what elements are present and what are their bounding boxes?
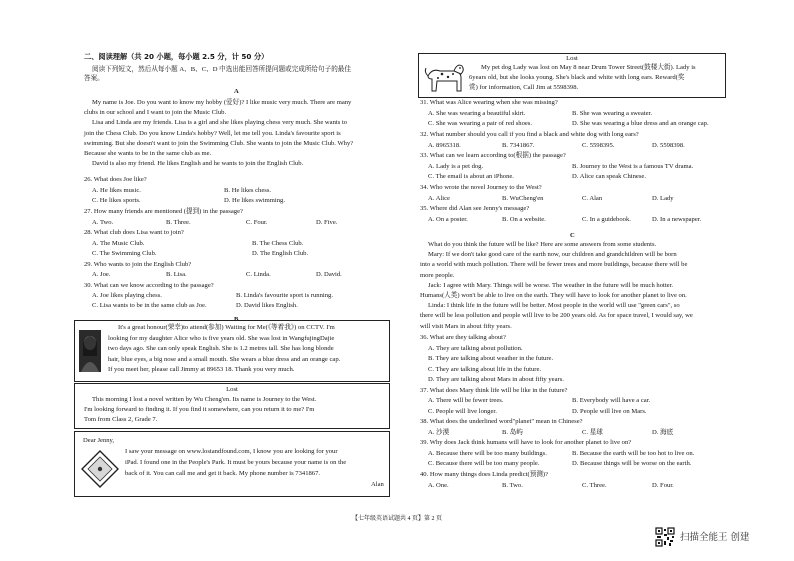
notice-line: If you meet her, please call Jimmy at 89653 18. Thank you very much. [108, 366, 295, 373]
notice-line: My pet dog Lady was lost on May 8 near Drum Tower Street(鼓楼大街). Lady is [481, 64, 696, 71]
option: C. Three. [582, 482, 607, 489]
option: B. He likes chess. [224, 187, 272, 194]
option: A. The Music Club. [92, 240, 145, 247]
option: B. Linda's favourite sport is running. [236, 292, 333, 299]
option: B. 7341867. [502, 142, 535, 149]
question-stem: 26. What does Joe like? [84, 176, 147, 183]
option: A. They are talking about pollution. [428, 345, 523, 352]
option: C. Alan [582, 195, 603, 202]
notice-box-2 [74, 383, 390, 429]
option: D. People will live on Mars. [572, 408, 647, 415]
option: A. Lady is a pet dog. [428, 163, 484, 170]
notice-line: back of it. You can call me and get it back. My phone number is 7341867. [125, 470, 321, 477]
option: A. He likes music. [92, 187, 141, 194]
option: B. Journey to the West is a famous TV drama. [572, 163, 694, 170]
notice-line: 6years old, but she looks young. She's black and white with long ears. Reward(奖 [469, 74, 685, 81]
option: D. He likes swimming. [224, 197, 285, 204]
passage-line: Because she wants to be in the same club as me. [84, 150, 212, 157]
notice-line: 赏) for information, Call Jim at 5598398. [469, 84, 579, 91]
notice-line: It's a great honour(荣幸)to attend(参加) Waiting for Me(《等着我》) on CCTV. I'm [118, 324, 335, 331]
option: B. Because the earth will be too hot to live on. [572, 450, 695, 457]
notice-line: hair, blue eyes, a big nose and a small mouth. She wears a blue dress and an orange cap. [108, 355, 341, 363]
option: C. Because there will be too many people. [428, 460, 540, 467]
passage-line: David is also my friend. He likes English and he wants to join the English Club. [92, 160, 304, 168]
passage-line: will visit Mars in about fifty years. [420, 322, 512, 330]
passage-line: My name is Joe. Do you want to know my hobby (爱好)? I like music very much. There are many [92, 99, 352, 106]
question-stem: 33. What can we learn according to(根据) the passage? [420, 152, 566, 159]
option: B. 岛屿 [502, 429, 523, 436]
question-stem: 37. What does Mary think life will be like in the future? [420, 387, 568, 394]
girl-photo-icon [79, 330, 101, 372]
option: C. The email is about an iPhone. [428, 173, 514, 180]
notice-box-4 [418, 53, 726, 98]
option: C. 5598395. [582, 142, 615, 149]
question-stem: 27. How many friends are mentioned (提到) in the passage? [84, 208, 243, 215]
option: C. Four. [246, 219, 268, 226]
passage-line: join the Chess Club. Do you know Linda's hobby? Well, let me tell you. Linda's favourite sport is [84, 129, 341, 137]
qr-code-icon [655, 527, 675, 547]
option: A. Alice [428, 195, 450, 202]
section-title: 二、阅读理解（共 20 小题，每小题 2.5 分，计 50 分） [84, 52, 269, 61]
option: C. People will live longer. [428, 408, 497, 415]
option: A. She was wearing a beautiful skirt. [428, 110, 526, 117]
option: C. In a guidebook. [582, 216, 631, 223]
ipad-image-icon [81, 450, 119, 488]
option: C. He likes sports. [92, 197, 141, 204]
option: C. Linda. [246, 271, 271, 278]
notice-line: looking for my daughter Alice who is five years old. She was lost in WangfujingDajie [108, 334, 335, 342]
passage-line: there will be less pollution and people will live to be 200 years old. As for space travel, I would say, we [420, 312, 693, 320]
instruction-line-1: 阅读下列短文，然后从每小题 A、B、C、D 中选出能回答所提问题或完成所给句子的最佳 [92, 66, 351, 73]
passage-line: Lisa and Linda are my friends. Lisa is a girl and she likes playing chess very much. She wants to [92, 119, 348, 127]
option: D. She was wearing a blue dress and an orange cap. [572, 120, 709, 127]
instruction-line-2: 答案。 [84, 75, 104, 82]
option: A. Joe. [92, 271, 111, 278]
option: C. She was wearing a pair of red shoes. [428, 120, 533, 127]
notice-line: Tom from Class 2, Grade 7. [84, 416, 158, 423]
option: C. 星球 [582, 429, 603, 436]
option: B. She was wearing a sweater. [572, 110, 653, 117]
option: A. There will be fewer trees. [428, 397, 504, 404]
option: B. They are talking about weather in the future. [428, 355, 554, 362]
question-stem: 30. What can we know according to the passage? [84, 282, 214, 289]
notice-box-1 [74, 320, 390, 382]
option: B. Three. [166, 219, 191, 226]
option: A. On a poster. [428, 216, 468, 223]
passage-c-letter: C [570, 232, 575, 239]
option: B. The Chess Club. [252, 240, 304, 247]
option: D. The English Club. [252, 250, 309, 257]
passage-line: Humans(人类) won't be able to live on the earth. They will have to look for another planet to live on. [420, 292, 687, 299]
option: D. David likes English. [236, 302, 298, 309]
option: C. The Swimming Club. [92, 250, 157, 257]
option: D. Alice can speak Chinese. [572, 173, 646, 180]
option: C. They are talking about life in the future. [428, 366, 542, 373]
scanner-watermark: 扫描全能王 创建 [680, 532, 750, 543]
page-footer: 【七年级英语试题共 4 页】第 2 页 [351, 516, 442, 522]
option: A. Joe likes playing chess. [92, 292, 162, 299]
passage-line: Linda: I think life in the future will be better. Most people in the world will use "green cars", so [428, 302, 680, 310]
option: D. 5598398. [652, 142, 685, 149]
passage-line: into a world with much pollution. There will be fewer trees and more buildings, because there will be [420, 261, 688, 269]
option: A. Because there will be too many buildings. [428, 450, 547, 457]
question-stem: 31. What was Alice wearing when she was missing? [420, 99, 558, 106]
notice-2-title: Lost [226, 386, 238, 393]
option: B. Everybody will have a car. [572, 397, 651, 404]
option: B. Two. [502, 482, 523, 489]
notice-line: iPad. I found one in the People's Park. It must be yours because your name is on the [125, 459, 347, 466]
option: D. Four. [652, 482, 674, 489]
notice-4-title: Lost [566, 55, 578, 62]
question-stem: 40. How many things does Linda predict(预测)? [420, 471, 549, 478]
notice-line: Dear Jenny, [83, 437, 115, 444]
option: A. One. [428, 482, 449, 489]
notice-line: I'm looking forward to finding it. If you find it somewhere, can you return it to me? I'm [84, 406, 315, 413]
question-stem: 29. Who wants to join the English Club? [84, 261, 192, 268]
passage-line: Mary: If we don't take good care of the earth now, our children and grandchildren will be born [428, 251, 677, 259]
option: B. WuCheng'en [502, 195, 544, 202]
notice-line: I saw your message on www.lostandfound.com, I know you are looking for your [125, 448, 338, 455]
option: D. David. [316, 271, 342, 278]
passage-b-letter: B [234, 316, 239, 323]
question-stem: 35. Where did Alan see Jenny's message? [420, 205, 530, 212]
passage-line: What do you think the future will be like? Here are some answers from some students. [428, 241, 657, 248]
question-stem: 28. What club does Lisa want to join? [84, 229, 184, 236]
question-stem: 36. What are they talking about? [420, 334, 506, 341]
option: A. Two. [92, 219, 114, 226]
passage-line: clubs in our school and I want to join the Music Club. [84, 109, 227, 117]
question-stem: 39. Why does Jack think humans will have to look for another planet to live on? [420, 439, 632, 446]
option: B. Lisa. [166, 271, 187, 278]
passage-a-letter: A [234, 88, 239, 95]
option: D. Five. [316, 219, 338, 226]
option: D. 海底 [652, 429, 674, 436]
option: D. In a newspaper. [652, 216, 702, 223]
option: C. Lisa wants to be in the same club as Joe. [92, 302, 207, 309]
option: A. 沙漠 [428, 429, 450, 436]
question-stem: 34. Who wrote the novel Journey to the West? [420, 184, 542, 191]
passage-line: swimming. But she doesn't want to join the Swimming Club. She wants to join the Music Club. Why? [84, 139, 354, 147]
passage-line: Jack: I agree with Mary. Things will be worse. The weather in the future will be much hotter. [428, 281, 674, 289]
question-stem: 32. What number should you call if you find a black and white dog with long ears? [420, 131, 639, 138]
option: D. Lady [652, 195, 674, 202]
notice-line: This morning I lost a novel written by Wu Cheng'en. Its name is Journey to the West. [92, 396, 317, 403]
option: D. Because things will be worse on the earth. [572, 460, 692, 467]
passage-line: more people. [420, 271, 455, 279]
option: A. 8965318. [428, 142, 461, 149]
option: D. They are talking about Mars in about fifty years. [428, 376, 564, 383]
notice-box-3 [74, 431, 390, 497]
dalmatian-dog-icon [422, 62, 466, 94]
notice-line: two days ago. She can only speak English. She is 1.2 metres tall. She has long blonde [108, 345, 334, 352]
notice-line: Alan [371, 481, 384, 488]
option: B. On a website. [502, 216, 546, 223]
question-stem: 38. What does the underlined word"planet" mean in Chinese? [420, 418, 583, 425]
